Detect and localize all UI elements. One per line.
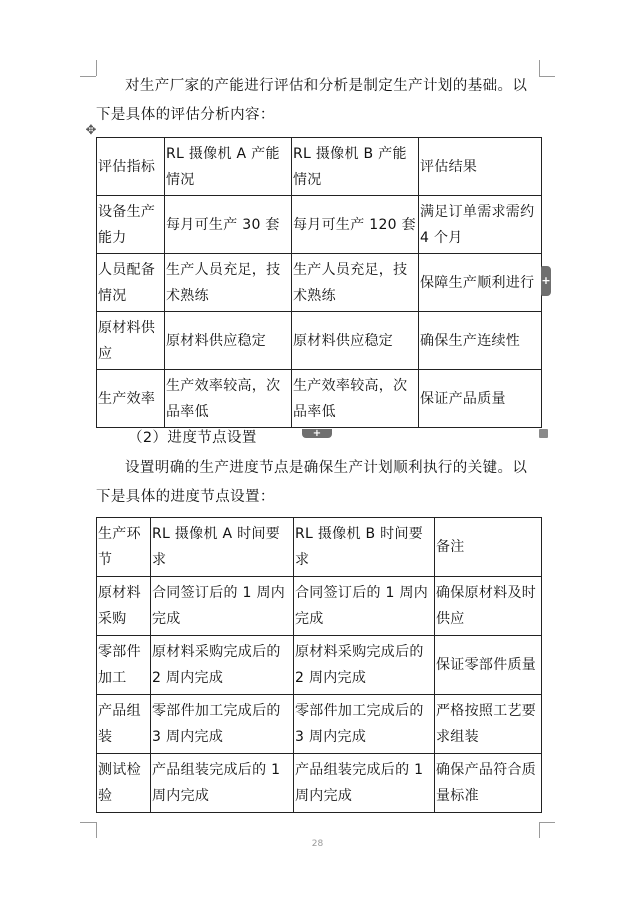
table-cell[interactable]: 生产效率较高，次品率低 bbox=[292, 370, 419, 428]
section-heading[interactable]: （2）进度节点设置 bbox=[128, 430, 257, 446]
table-row bbox=[97, 577, 542, 636]
table-cell[interactable]: 生产效率较高，次品率低 bbox=[165, 370, 292, 428]
table-row bbox=[97, 312, 542, 370]
table-cell[interactable]: 确保产品符合质量标准 bbox=[435, 754, 542, 813]
table-cell[interactable]: 原材料供应稳定 bbox=[292, 312, 419, 370]
table-header-row bbox=[97, 138, 542, 196]
table-cell[interactable]: 严格按照工艺要求组装 bbox=[435, 695, 542, 754]
table-cell[interactable]: RL 摄像机 B 产能情况 bbox=[292, 138, 419, 196]
table-cell[interactable]: 生产环节 bbox=[97, 518, 151, 577]
table-cell[interactable]: 生产人员充足，技术熟练 bbox=[292, 254, 419, 312]
crop-mark-top-right bbox=[539, 76, 555, 77]
table-cell[interactable]: 设备生产能力 bbox=[97, 196, 165, 254]
table-cell[interactable]: 测试检验 bbox=[97, 754, 151, 813]
table-cell[interactable]: 零部件加工完成后的 3 周内完成 bbox=[294, 695, 435, 754]
table-cell[interactable]: 人员配备情况 bbox=[97, 254, 165, 312]
table-cell[interactable]: 保证零部件质量 bbox=[435, 636, 542, 695]
table-cell[interactable]: 生产人员充足，技术熟练 bbox=[165, 254, 292, 312]
table-cell[interactable]: 产品组装 bbox=[97, 695, 151, 754]
table-cell[interactable]: 原材料供应 bbox=[97, 312, 165, 370]
table-row bbox=[97, 370, 542, 428]
table-cell[interactable]: 保障生产顺利进行 bbox=[419, 254, 542, 312]
table-row bbox=[97, 754, 542, 813]
table-move-icon[interactable]: ✥ bbox=[85, 123, 97, 138]
schedule-table[interactable] bbox=[96, 517, 542, 813]
table-cell[interactable]: 零部件加工完成后的 3 周内完成 bbox=[151, 695, 294, 754]
table-cell[interactable]: 原材料采购完成后的 2 周内完成 bbox=[151, 636, 294, 695]
table-cell[interactable]: 确保生产连续性 bbox=[419, 312, 542, 370]
table-cell[interactable]: 生产效率 bbox=[97, 370, 165, 428]
table-cell[interactable]: 原材料供应稳定 bbox=[165, 312, 292, 370]
table-cell[interactable]: 合同签订后的 1 周内完成 bbox=[151, 577, 294, 636]
table-resize-handle[interactable] bbox=[539, 429, 548, 438]
table-cell[interactable]: 零部件加工 bbox=[97, 636, 151, 695]
schedule-paragraph[interactable]: 设置明确的生产进度节点是确保生产计划顺利执行的关键。以下是具体的进度节点设置： bbox=[96, 460, 528, 505]
table-cell[interactable]: RL 摄像机 B 时间要求 bbox=[294, 518, 435, 577]
table-cell[interactable]: 评估结果 bbox=[419, 138, 542, 196]
table-cell[interactable]: 合同签订后的 1 周内完成 bbox=[294, 577, 435, 636]
table-cell[interactable]: 原材料采购 bbox=[97, 577, 151, 636]
table-row bbox=[97, 254, 542, 312]
table-row bbox=[97, 636, 542, 695]
table-cell[interactable]: 备注 bbox=[435, 518, 542, 577]
table-cell[interactable]: 保证产品质量 bbox=[419, 370, 542, 428]
table-cell[interactable]: 每月可生产 120 套 bbox=[292, 196, 419, 254]
table-cell[interactable]: 评估指标 bbox=[97, 138, 165, 196]
table-cell[interactable]: RL 摄像机 A 时间要求 bbox=[151, 518, 294, 577]
table-row bbox=[97, 196, 542, 254]
crop-mark-bottom-left bbox=[80, 822, 96, 823]
crop-mark-bottom-left bbox=[96, 822, 97, 838]
table-header-row bbox=[97, 518, 542, 577]
add-row-button[interactable]: + bbox=[302, 429, 332, 438]
capacity-table[interactable] bbox=[96, 137, 542, 428]
table-cell[interactable]: 每月可生产 30 套 bbox=[165, 196, 292, 254]
table-cell[interactable]: 原材料采购完成后的 2 周内完成 bbox=[294, 636, 435, 695]
intro-paragraph[interactable]: 对生产厂家的产能进行评估和分析是制定生产计划的基础。以下是具体的评估分析内容： bbox=[96, 78, 528, 123]
table-cell[interactable]: 产品组装完成后的 1 周内完成 bbox=[294, 754, 435, 813]
table-cell[interactable]: 满足订单需求需约 4 个月 bbox=[419, 196, 542, 254]
add-column-button[interactable]: + bbox=[541, 266, 551, 296]
page-number: 28 bbox=[311, 839, 324, 849]
crop-mark-bottom-right bbox=[539, 822, 540, 838]
crop-mark-top-left bbox=[80, 76, 96, 77]
table-cell[interactable]: RL 摄像机 A 产能情况 bbox=[165, 138, 292, 196]
table-row bbox=[97, 695, 542, 754]
table-cell[interactable]: 产品组装完成后的 1 周内完成 bbox=[151, 754, 294, 813]
crop-mark-bottom-right bbox=[539, 822, 555, 823]
table-cell[interactable]: 确保原材料及时供应 bbox=[435, 577, 542, 636]
